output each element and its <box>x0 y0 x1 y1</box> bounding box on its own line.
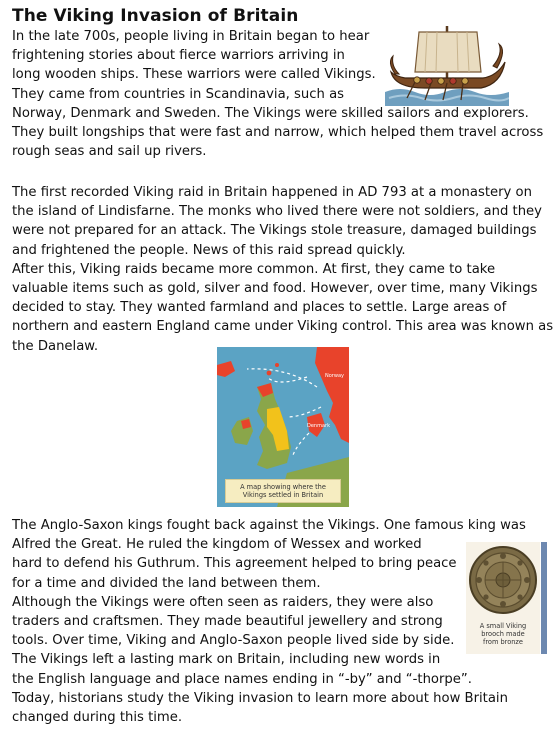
text-line: changed during this time. <box>12 710 183 726</box>
brooch-figure <box>466 542 540 654</box>
text-line: Alfred the Great. He ruled the kingdom of Wessex and worked <box>12 537 422 553</box>
text-line: After this, Viking raids became more common. At first, they came to take <box>12 261 496 277</box>
text-line: Although the Vikings were often seen as raiders, they were also <box>12 594 434 610</box>
paragraph-alfred <box>12 516 526 727</box>
map-caption-line: A map showing where the <box>240 483 326 491</box>
map-caption <box>225 479 341 503</box>
text-line: northern and eastern England came under Viking control. This area was known as <box>12 319 554 335</box>
text-line: The Anglo-Saxon kings fought back against the Vikings. One famous king was <box>12 518 526 533</box>
text-line: long wooden ships. These warriors were called Vikings. <box>12 67 376 83</box>
text-line: the Danelaw. <box>12 338 99 354</box>
text-line: decided to stay. They wanted farmland and places to settle. Large areas of <box>12 300 507 316</box>
text-line: In the late 700s, people living in Britain began to hear <box>12 29 370 44</box>
text-line: hard to defend his Guthrum. This agreement helped to bring peace <box>12 556 457 572</box>
text-line: Today, historians study the Viking invasion to learn more about how Britain <box>12 690 508 706</box>
map-label-denmark: Denmark <box>307 423 330 429</box>
text-line: They built longships that were fast and narrow, which helped them travel across <box>12 125 544 141</box>
page-edge-bar <box>541 542 547 654</box>
map-label-norway: Norway <box>325 373 344 379</box>
text-line: Norway, Denmark and Sweden. The Vikings were skilled sailors and explorers. <box>12 105 529 121</box>
text-line: They came from countries in Scandinavia, such as <box>12 86 345 102</box>
text-line: The Vikings left a lasting mark on Britain, including new words in <box>12 652 441 668</box>
text-line: were not prepared for an attack. The Vikings stole treasure, damaged buildings <box>12 223 537 239</box>
brooch-illustration <box>466 542 540 622</box>
brooch-caption-line: brooch made <box>481 630 525 638</box>
brooch-caption-line: from bronze <box>483 638 523 646</box>
longship-illustration <box>385 22 509 106</box>
text-line: and frightened the people. News of this raid spread quickly. <box>12 242 406 258</box>
text-line: rough seas and sail up rivers. <box>12 144 207 160</box>
viking-settlement-map <box>217 347 349 507</box>
paragraph-raids <box>12 183 553 356</box>
text-line: the island of Lindisfarne. The monks who lived there were not soldiers, and they <box>12 204 542 220</box>
text-line: the English language and place names ending in “-by” and “-thorpe”. <box>12 671 472 687</box>
text-line: for a time and divided the land between them. <box>12 575 321 591</box>
text-line: frightening stories about fierce warriors arriving in <box>12 48 345 64</box>
text-line: The first recorded Viking raid in Britain happened in AD 793 at a monastery on <box>12 185 532 200</box>
text-line: traders and craftsmen. They made beautiful jewellery and strong <box>12 614 443 630</box>
map-caption-line: Vikings settled in Britain <box>242 491 324 499</box>
text-line: valuable items such as gold, silver and food. However, over time, many Vikings <box>12 281 538 297</box>
text-line: tools. Over time, Viking and Anglo-Saxon people lived side by side. <box>12 633 455 649</box>
page-title: The Viking Invasion of Britain <box>12 6 299 26</box>
brooch-caption-line: A small Viking <box>479 622 527 630</box>
brooch-caption <box>468 622 538 646</box>
